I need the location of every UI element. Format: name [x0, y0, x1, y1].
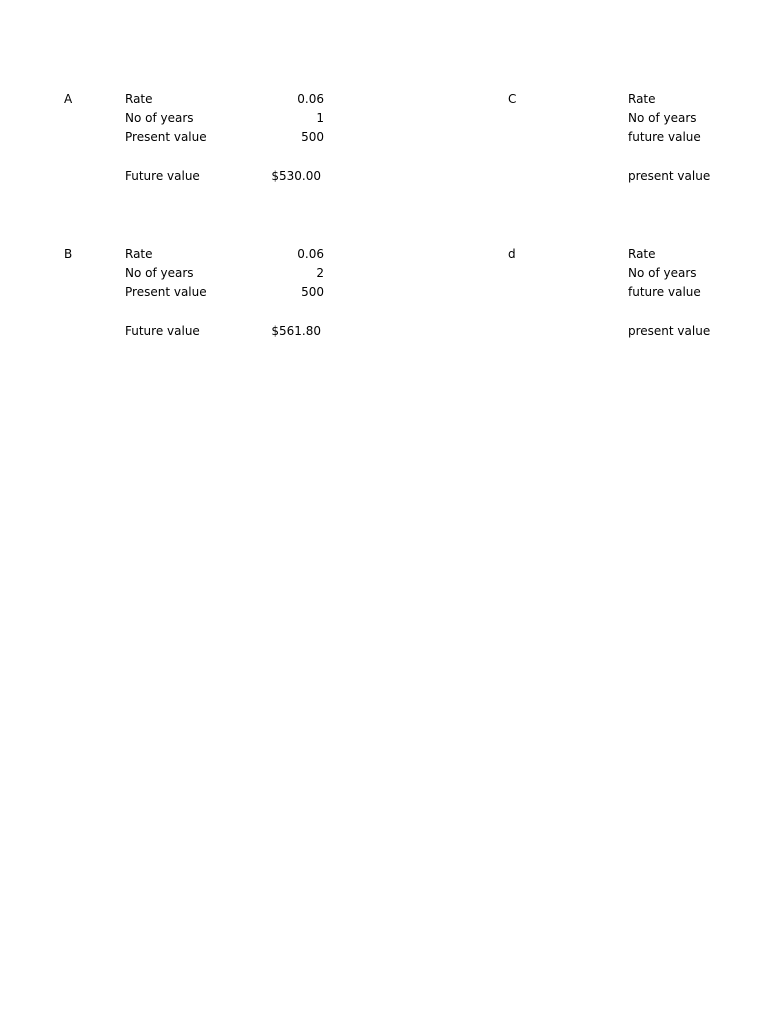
- rate-label: Rate: [125, 92, 153, 106]
- rate-value: 0.06: [297, 92, 324, 106]
- rate-label: Rate: [628, 247, 656, 261]
- future-value-result: $561.80: [271, 324, 321, 338]
- rate-value: 0.06: [297, 247, 324, 261]
- section-d: [444, 245, 784, 365]
- present-value-label: present value: [628, 324, 711, 338]
- future-value-label: future value: [628, 285, 701, 299]
- years-label: No of years: [125, 111, 194, 125]
- section-letter: d: [508, 247, 516, 261]
- years-value: 2: [316, 266, 324, 280]
- section-letter: B: [64, 247, 73, 261]
- rate-label: Rate: [125, 247, 153, 261]
- years-label: No of years: [628, 111, 697, 125]
- future-value-result: $530.00: [271, 169, 321, 183]
- years-value: 1: [316, 111, 324, 125]
- section-c: [444, 90, 784, 210]
- section-letter: C: [508, 92, 517, 106]
- section-b: [0, 245, 340, 365]
- future-value-label: Future value: [125, 324, 200, 338]
- rate-label: Rate: [628, 92, 656, 106]
- future-value-label: Future value: [125, 169, 200, 183]
- present-value-value: 500: [301, 130, 324, 144]
- section-a: [0, 90, 340, 210]
- present-value-label: present value: [628, 169, 711, 183]
- years-label: No of years: [628, 266, 697, 280]
- present-value-value: 500: [301, 285, 324, 299]
- years-label: No of years: [125, 266, 194, 280]
- section-letter: A: [64, 92, 73, 106]
- present-value-label: Present value: [125, 285, 207, 299]
- present-value-label: Present value: [125, 130, 207, 144]
- future-value-label: future value: [628, 130, 701, 144]
